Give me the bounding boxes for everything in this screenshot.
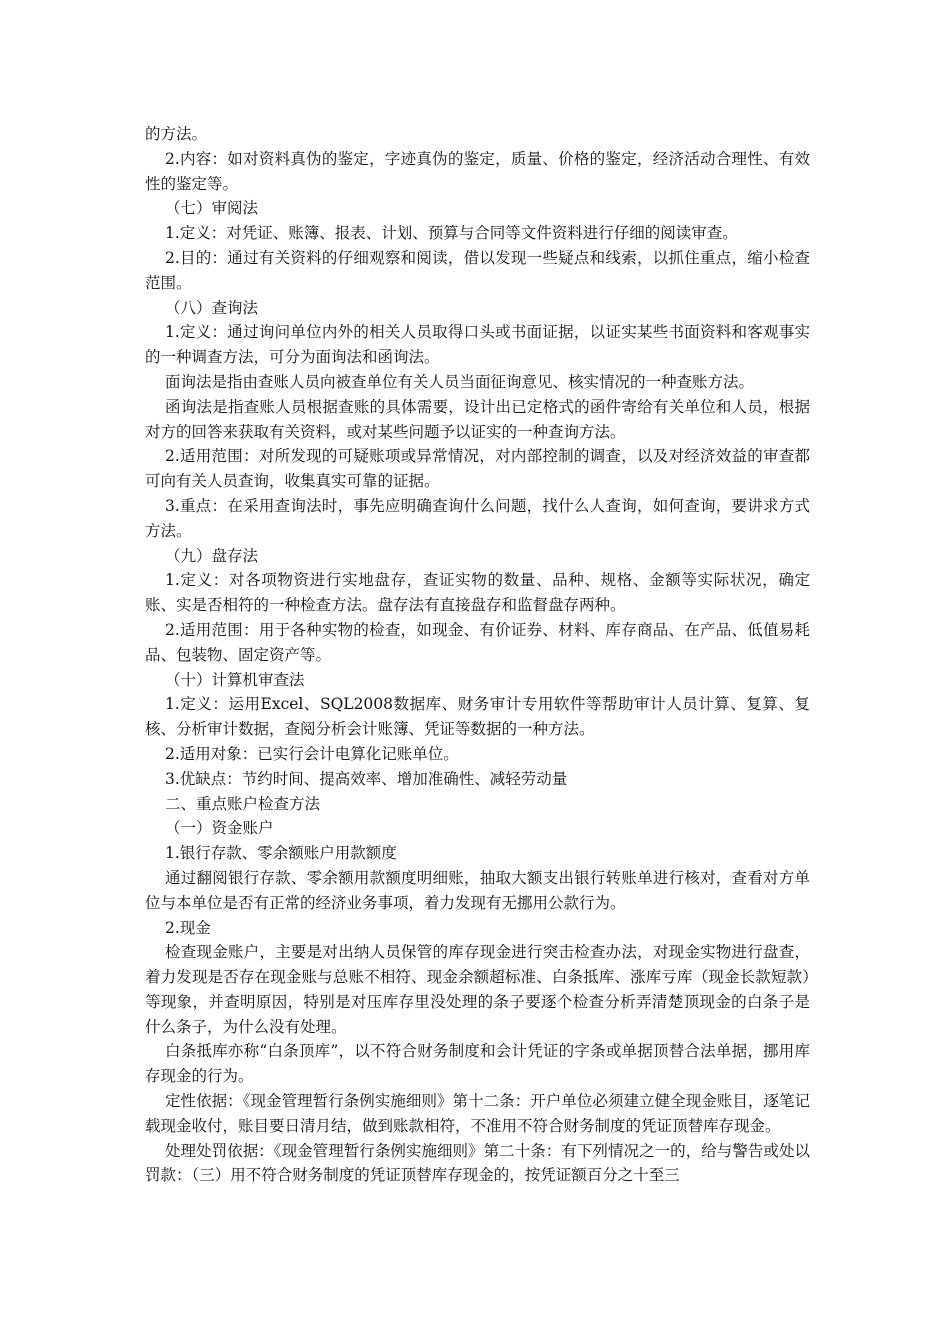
paragraph: 2.目的：通过有关资料的仔细观察和阅读，借以发现一些疑点和线索，以抓住重点，缩小检查范围。 <box>145 248 810 292</box>
section-heading: （七）审阅法 <box>165 199 259 218</box>
paragraph: 2.适用对象：已实行会计电算化记账单位。 <box>165 744 459 763</box>
paragraph: 3.重点：在采用查询法时，事先应明确查询什么问题，找什么人查询，如何查询，要讲求方式方法。 <box>145 496 810 540</box>
paragraph: 2.内容：如对资料真伪的鉴定，字迹真伪的鉴定，质量、价格的鉴定，经济活动合理性、有效性的鉴定等。 <box>145 149 810 193</box>
section-heading: （九）盘存法 <box>165 546 259 565</box>
paragraph: 检查现金账户，主要是对出纳人员保管的库存现金进行突击检查办法，对现金实物进行盘查，着力发现是否存在现金账与总账不相符、现金余额超标准、白条抵库、涨库亏库（现金长款短款）等现象，并查明原因，特别是对压库存里没处理的条子要逐个检查分析弄清楚顶现金的白条子是什么条子，为什么没有处理。 <box>145 943 810 1036</box>
paragraph: 3.优缺点：节约时间、提高效率、增加准确性、减轻劳动量 <box>165 769 568 788</box>
paragraph: 函询法是指查账人员根据查账的具体需要，设计出已定格式的函件寄给有关单位和人员，根据对方的回答来获取有关资料，或对某些问题予以证实的一种查询方法。 <box>145 397 810 441</box>
paragraph: 处理处罚依据：《现金管理暂行条例实施细则》第二十条：有下列情况之一的，给与警告或处以罚款：（三）用不符合财务制度的凭证顶替库存现金的，按凭证额百分之十至三 <box>145 1141 810 1185</box>
chapter-heading: 二、重点账户检查方法 <box>165 794 321 813</box>
paragraph: 2.适用范围：对所发现的可疑账项或异常情况，对内部控制的调查，以及对经济效益的审查都可向有关人员查询，收集真实可靠的证据。 <box>145 447 810 491</box>
paragraph: 1.定义：对各项物资进行实地盘存，查证实物的数量、品种、规格、金额等实际状况，确定账、实是否相符的一种检查方法。盘存法有直接盘存和监督盘存两种。 <box>145 571 810 615</box>
section-heading: （一）资金账户 <box>165 819 274 838</box>
section-heading: （十）计算机审查法 <box>165 670 305 689</box>
paragraph: 1.定义：运用Excel、SQL2008数据库、财务审计专用软件等帮助审计人员计算、复算、复核、分析审计数据，查阅分析会计账簿、凭证等数据的一种方法。 <box>145 695 810 739</box>
paragraph: 定性依据：《现金管理暂行条例实施细则》第十二条：开户单位必须建立健全现金账目，逐笔记载现金收付，账目要日清月结，做到账款相符，不准用不符合财务制度的凭证顶替库存现金。 <box>145 1092 810 1135</box>
paragraph: 面询法是指由查账人员向被查单位有关人员当面征询意见、核实情况的一种查账方法。 <box>165 372 755 391</box>
paragraph: 2.适用范围：用于各种实物的检查，如现金、有价证券、材料、库存商品、在产品、低值易耗品、包装物、固定资产等。 <box>145 620 810 664</box>
paragraph: 的方法。 <box>145 125 208 143</box>
document-body <box>145 122 810 1188</box>
subsection-heading: 2.现金 <box>165 918 211 937</box>
paragraph: 白条抵库亦称“白条顶库”，以不符合财务制度和会计凭证的字条或单据顶替合法单据，挪用库存现金的行为。 <box>145 1042 810 1086</box>
section-heading: （八）查询法 <box>165 298 259 317</box>
paragraph: 1.定义：通过询问单位内外的相关人员取得口头或书面证据，以证实某些书面资料和客观事实的一种调查方法，可分为面询法和函询法。 <box>145 323 810 367</box>
paragraph: 通过翻阅银行存款、零余额用款额度明细账，抽取大额支出银行转账单进行核对，查看对方单位与本单位是否有正常的经济业务事项，着力发现有无挪用公款行为。 <box>145 868 810 912</box>
paragraph: 1.定义：对凭证、账簿、报表、计划、预算与合同等文件资料进行仔细的阅读审查。 <box>165 224 738 243</box>
subsection-heading: 1.银行存款、零余额账户用款额度 <box>165 844 397 863</box>
